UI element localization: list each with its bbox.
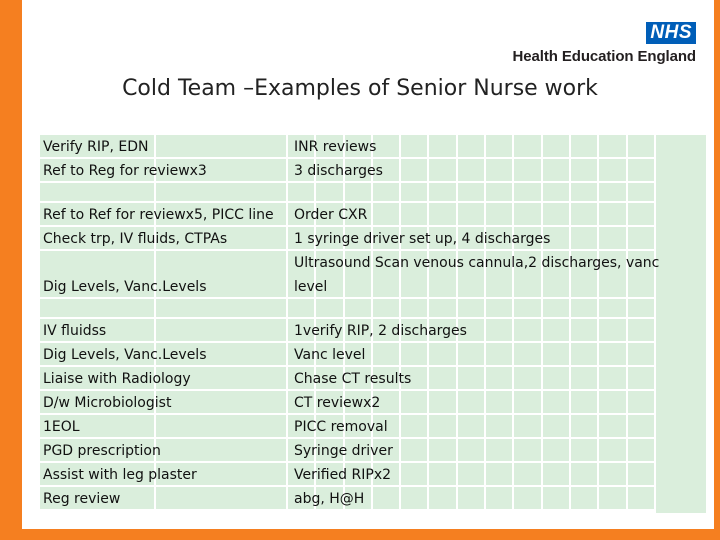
grid-cell	[40, 511, 156, 513]
slide-title: Cold Team –Examples of Senior Nurse work	[122, 76, 598, 101]
table-cell: Ultrasound Scan venous cannula,2 discharges, vanc level	[294, 255, 660, 295]
table-cell: PICC removal	[294, 419, 388, 435]
table-cell: Syringe driver	[294, 443, 393, 459]
table-cell: Verified RIPx2	[294, 467, 392, 483]
table-cell: 1EOL	[43, 419, 80, 435]
cell-text: Dig Levels, Vanc.Levels	[43, 279, 207, 295]
table-cell: Reg review	[43, 491, 121, 507]
table-cell: Check trp, IV fluids, CTPAs	[43, 231, 228, 247]
table-cell: 1 syringe driver set up, 4 discharges	[294, 231, 551, 247]
grid-cell	[373, 511, 401, 513]
table-cell: Ref to Ref for reviewx5, PICC line	[43, 207, 274, 223]
table-cell	[43, 251, 288, 299]
table-cell: Liaise with Radiology	[43, 371, 191, 387]
grid-cell	[486, 511, 514, 513]
grid-cell	[571, 511, 599, 513]
work-table	[40, 135, 706, 513]
grid-cell	[401, 511, 429, 513]
table-cell: 1verify RIP, 2 discharges	[294, 323, 467, 339]
bottom-accent-bar	[0, 529, 720, 540]
left-column	[43, 135, 288, 511]
grid-cell	[543, 511, 571, 513]
table-cell: Dig Levels, Vanc.Levels	[43, 347, 207, 363]
table-cell: Chase CT results	[294, 371, 412, 387]
grid-cell	[514, 511, 542, 513]
table-cell: Assist with leg plaster	[43, 467, 197, 483]
table-cell: Vanc level	[294, 347, 366, 363]
table-cell: abg, H@H	[294, 491, 365, 507]
table-cell: INR reviews	[294, 139, 377, 155]
table-cell: IV fluidss	[43, 323, 107, 339]
grid-cell	[599, 511, 627, 513]
grid-cell	[458, 511, 486, 513]
table-cell: Verify RIP, EDN	[43, 139, 149, 155]
grid-cell	[288, 511, 316, 513]
grid-cell	[429, 511, 457, 513]
grid-cell	[345, 511, 373, 513]
table-cell: PGD prescription	[43, 443, 161, 459]
grid-cell	[156, 511, 288, 513]
table-cell: CT reviewx2	[294, 395, 381, 411]
organisation-name: Health Education England	[512, 48, 696, 65]
nhs-logo	[513, 22, 696, 65]
nhs-logo-mark: NHS	[646, 22, 696, 44]
right-column	[294, 135, 694, 511]
table-cell: 3 discharges	[294, 163, 383, 179]
table-cell: D/w Microbiologist	[43, 395, 172, 411]
table-cell: Order CXR	[294, 207, 368, 223]
grid-cell	[628, 511, 656, 513]
grid-cell	[316, 511, 344, 513]
table-cell: Ref to Reg for reviewx3	[43, 163, 207, 179]
